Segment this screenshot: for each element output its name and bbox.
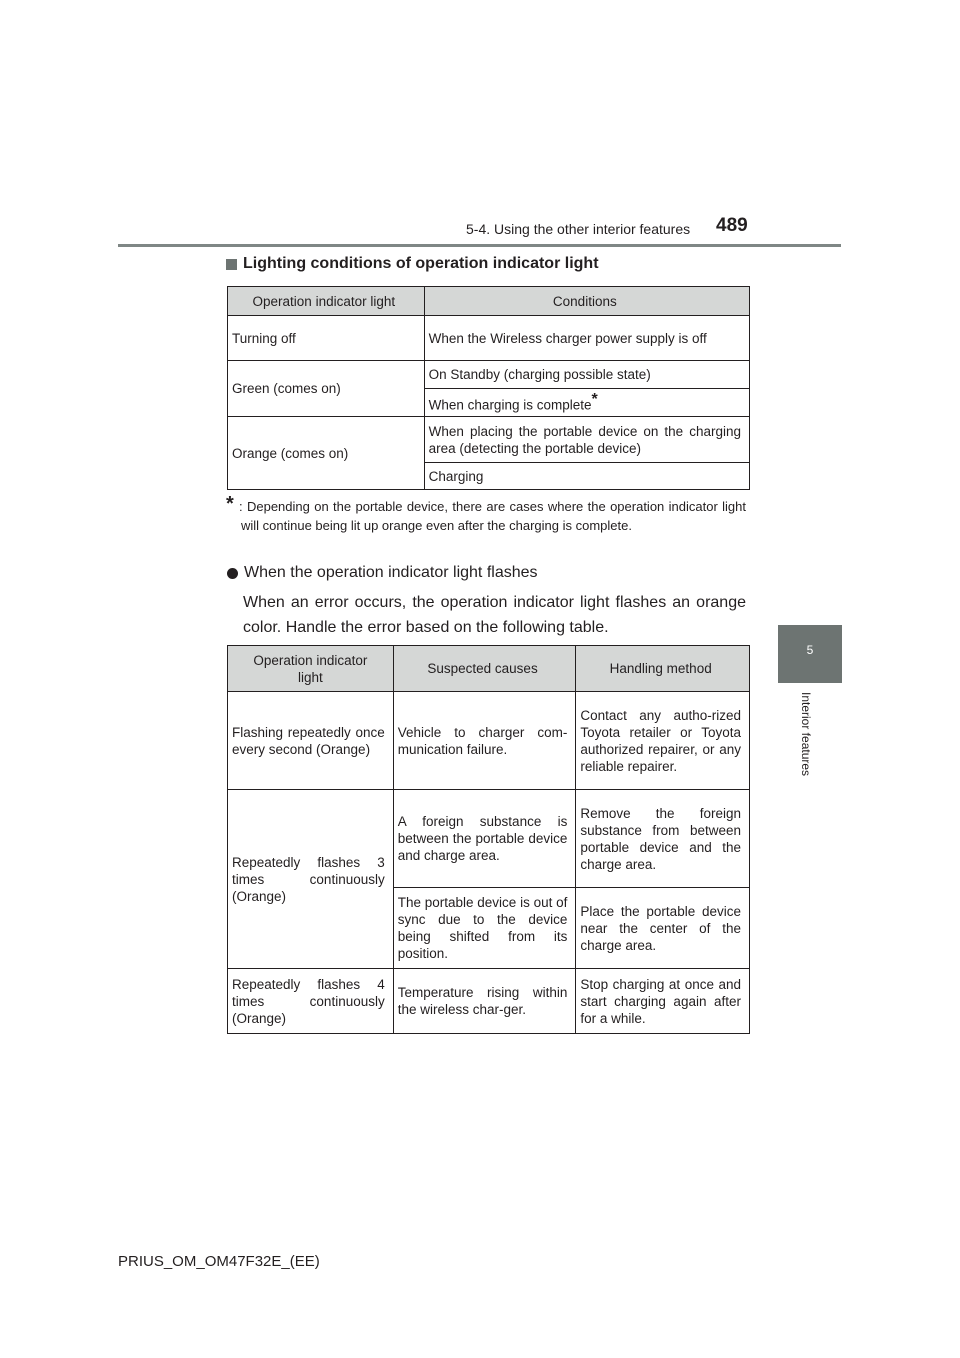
chapter-tab [778, 625, 842, 683]
section-title [226, 255, 599, 273]
table-cell: Repeatedly flashes 3 times continuously (Orange) [228, 790, 394, 969]
document-code: PRIUS_OM_OM47F32E_(EE) [118, 1253, 320, 1270]
asterisk-mark: * [591, 391, 598, 409]
table-cell: The portable device is out of sync due to the device being shifted from its position. [393, 888, 576, 969]
table-header: Operation indicator light [228, 646, 394, 692]
table-cell: Repeatedly flashes 4 times continuously (Orange) [228, 969, 394, 1034]
chapter-label-text: Interior features [799, 692, 813, 777]
table-header: Conditions [424, 287, 749, 316]
body-paragraph: When an error occurs, the operation indicator light flashes an orange color. Handle the error based on the following table. [243, 594, 746, 636]
table-cell: Contact any autho-rized Toyota retailer or Toyota authorized repairer, or any reliable repairer. [576, 692, 750, 790]
table-cell [424, 389, 749, 417]
table-cell: Place the portable device near the center of the charge area. [576, 888, 750, 969]
chapter-number: 5 [806, 643, 814, 657]
footnote-asterisk: * [226, 493, 234, 515]
table-cell: When the Wireless charger power supply is off [424, 316, 749, 361]
chapter-label [797, 692, 815, 802]
running-header: 5-4. Using the other interior features [466, 221, 691, 237]
table-cell: Flashing repeatedly once every second (Orange) [228, 692, 394, 790]
flash-handling-table [227, 645, 750, 1034]
round-bullet-icon [227, 568, 238, 579]
table-cell: When placing the portable device on the charging area (detecting the portable device) [424, 417, 749, 463]
page-number: 489 [716, 215, 748, 236]
table-header: Suspected causes [393, 646, 576, 692]
bullet-heading [227, 564, 538, 582]
footnote-text: : Depending on the portable device, there are cases where the operation indicator light will continue being lit up orange even after the charging is complete. [239, 499, 746, 533]
table-cell: Turning off [228, 316, 425, 361]
footnote [226, 493, 746, 535]
table-cell: A foreign substance is between the portable device and charge area. [393, 790, 576, 888]
square-bullet-icon [226, 259, 237, 270]
header-divider [118, 244, 841, 247]
indicator-conditions-table [227, 286, 750, 490]
section-title-text: Lighting conditions of operation indicator light [243, 255, 599, 272]
table-cell: On Standby (charging possible state) [424, 361, 749, 389]
table-cell: Vehicle to charger com-munication failure. [393, 692, 576, 790]
table-header: Handling method [576, 646, 750, 692]
condition-text: When charging is complete [428, 397, 592, 413]
bullet-heading-text: When the operation indicator light flashes [244, 564, 538, 581]
table-cell: Temperature rising within the wireless char-ger. [393, 969, 576, 1034]
table-cell: Charging [424, 463, 749, 490]
table-cell: Orange (comes on) [228, 417, 425, 490]
table-header: Operation indicator light [228, 287, 425, 316]
table-cell: Green (comes on) [228, 361, 425, 417]
table-cell: Stop charging at once and start charging again after for a while. [576, 969, 750, 1034]
table-cell: Remove the foreign substance from between portable device and the charge area. [576, 790, 750, 888]
